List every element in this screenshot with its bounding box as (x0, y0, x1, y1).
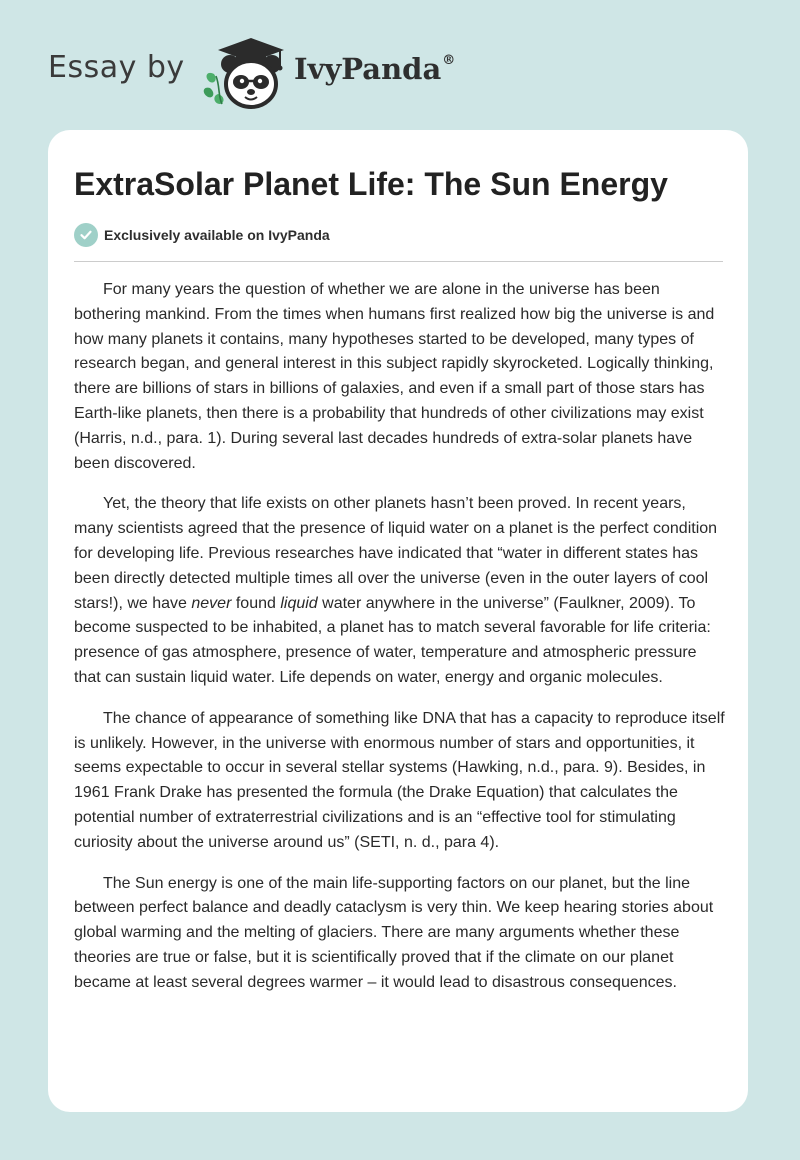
paragraph-2-emphasis-never: never (191, 594, 232, 612)
paragraph-1: For many years the question of whether we are alone in the universe has been bothering mankind. From the times when humans first realized how big the universe is and how many planets it contains, many hypotheses started to be developed, many types of research began, and general interest in this subject rapidly skyrocketed. Logically thinking, there are billions of stars in billions of galaxies, and even if a small part of those stars has Earth-like planets, then there is a probability that hundreds of other civilizations may exist (Harris, n.d., para. 1). During several last decades hundreds of extra-solar planets have been discovered. (74, 281, 715, 472)
ivy-leaf-icon (204, 73, 224, 104)
brand-name[interactable] (294, 52, 455, 86)
paragraph-2-part-2: found (231, 594, 281, 612)
paragraph-2-emphasis-liquid: liquid (280, 594, 318, 612)
check-circle-icon (74, 223, 98, 247)
brand-name-text: IvyPanda (294, 52, 442, 86)
paragraph-2-part-1: Yet, the theory that life exists on other planets hasn’t been proved. In recent years, many scientists agreed that the presence of liquid water on a planet is the perfect condition for developing life. Previous researches have indicated that “water in different states has been directly detected multiple times all over the universe (even in the outer layers of cool stars!), we have (74, 495, 718, 612)
paragraph-2 (74, 492, 726, 690)
essay-card (48, 130, 748, 1112)
essay-by-label: Essay by (48, 50, 185, 85)
exclusive-badge-text: Exclusively available on IvyPanda (104, 227, 330, 243)
exclusive-badge (74, 222, 330, 248)
paragraph-3: The chance of appearance of something like DNA that has a capacity to reproduce itself is unlikely. However, in the universe with enormous number of stars and opportunities, it seems expectable to occur in several stellar systems (Hawking, n.d., para. 9). Besides, in 1961 Frank Drake has presented the formula (the Drake Equation) that calculates the potential number of extraterrestrial civilizations and is an “effective tool for stimulating curiosity about the universe around us” (SETI, n. d., para 4). (74, 709, 725, 851)
paragraph-2-part-3: water anywhere in the universe” (Faulkner, 2009). To become suspected to be inhabited, a planet has to match several favorable for life criteria: presence of gas atmosphere, presence of water, temperature and atmospheric pressure that can sustain liquid water. Life depends on water, energy and organic molecules. (74, 594, 711, 686)
paragraph-4: The Sun energy is one of the main life-supporting factors on our planet, but the line between perfect balance and deadly cataclysm is very thin. We keep hearing stories about global warming and the melting of glaciers. There are many arguments whether these theories are true or false, but it is scientifically proved that if the climate on our planet became at least several degrees warmer – it would lead to disastrous consequences. (74, 874, 714, 991)
site-header (0, 0, 800, 120)
ivypanda-logo-icon[interactable] (200, 30, 290, 112)
essay-title: ExtraSolar Planet Life: The Sun Energy (74, 166, 668, 202)
essay-body (74, 278, 726, 1012)
title-divider (74, 261, 723, 262)
registered-mark: ® (442, 53, 456, 69)
